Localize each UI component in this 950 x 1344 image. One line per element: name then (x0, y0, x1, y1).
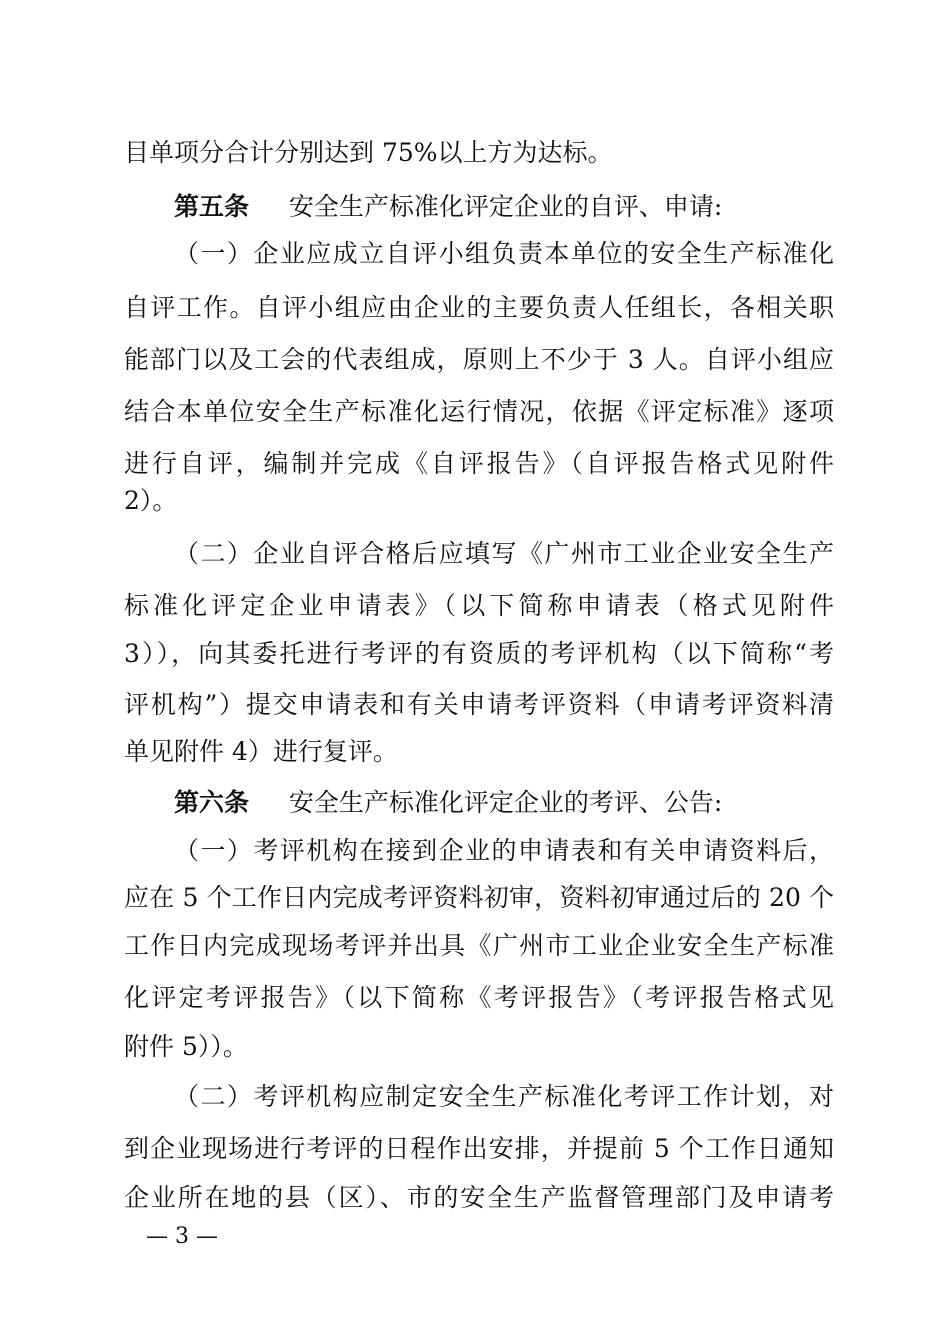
paragraph-line: （二）企业自评合格后应填写《广州市工业企业安全生产 (174, 539, 834, 568)
paragraph-line: 应在 5 个工作日内完成考评资料初审，资料初审通过后的 20 个 (124, 883, 834, 912)
article-5-heading (174, 190, 834, 224)
page-number: — 3 — (146, 1224, 218, 1249)
paragraph-line: （一）考评机构在接到企业的申请表和有关申请资料后， (174, 836, 834, 865)
paragraph-line: 企业所在地的县（区）、市的安全生产监督管理部门及申请考 (124, 1183, 834, 1212)
paragraph-line: 单见附件 4）进行复评。 (124, 737, 398, 766)
paragraph-line: 到企业现场进行考评的日程作出安排，并提前 5 个工作日通知 (124, 1134, 834, 1163)
paragraph-line: 附件 5））。 (124, 1032, 248, 1061)
paragraph-line: 自评工作。自评小组应由企业的主要负责人任组长，各相关职 (124, 293, 834, 322)
article-6-heading (174, 786, 834, 820)
paragraph-line: 标准化评定企业申请表》（以下简称申请表（格式见附件 (124, 591, 834, 620)
article-6-label: 第六条 (174, 788, 250, 817)
paragraph-line: （二）考评机构应制定安全生产标准化考评工作计划，对 (174, 1082, 834, 1111)
article-6-title: 安全生产标准化评定企业的考评、公告: (288, 788, 723, 817)
paragraph-line: 评机构”）提交申请表和有关申请考评资料（申请考评资料清 (124, 690, 834, 719)
article-5-title: 安全生产标准化评定企业的自评、申请: (288, 192, 723, 221)
paragraph-line: 结合本单位安全生产标准化运行情况，依据《评定标准》逐项 (124, 397, 834, 426)
paragraph-line: 3）），向其委托进行考评的有资质的考评机构（以下简称“考 (124, 639, 834, 668)
paragraph-line: 2）。 (124, 486, 178, 515)
paragraph-line: （一）企业应成立自评小组负责本单位的安全生产标准化 (174, 239, 834, 268)
paragraph-line: 进行自评，编制并完成《自评报告》（自评报告格式见附件 (124, 449, 834, 478)
paragraph-line: 目单项分合计分别达到 75%以上方为达标。 (124, 138, 613, 167)
article-5-label: 第五条 (174, 192, 250, 221)
paragraph-line: 工作日内完成现场考评并出具《广州市工业企业安全生产标准 (124, 931, 834, 960)
paragraph-line: 能部门以及工会的代表组成，原则上不少于 3 人。自评小组应 (124, 345, 834, 374)
paragraph-line: 化评定考评报告》（以下简称《考评报告》（考评报告格式见 (124, 983, 834, 1012)
